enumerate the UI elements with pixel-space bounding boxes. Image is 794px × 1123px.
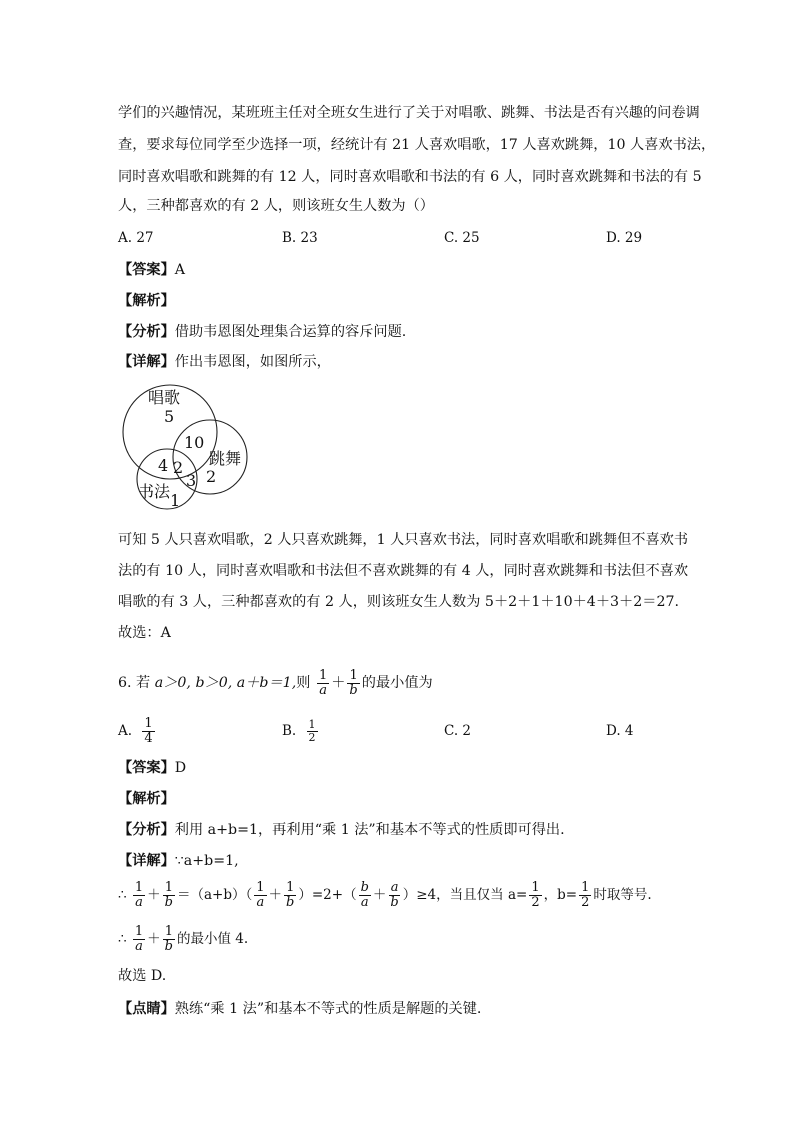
venn-label-dance: 跳舞	[209, 449, 242, 468]
xiangjie-text: ∵a+b=1,	[174, 853, 239, 869]
q5-conclusion: 故选：A	[118, 625, 171, 641]
q5-option-d: D. 29	[606, 230, 643, 246]
answer-value: D	[174, 760, 187, 776]
q5-line-1: 学们的兴趣情况，某班班主任对全班女生进行了关于对唱歌、跳舞、书法是否有兴趣的问卷调	[118, 105, 700, 121]
q5-answer	[118, 260, 185, 280]
venn-region-sing-dance: 10	[184, 433, 205, 452]
q6-analysis-heading	[118, 789, 175, 809]
venn-region-sing-only: 5	[164, 407, 175, 426]
answer-label: 【答案】	[118, 262, 175, 278]
answer-label: 【答案】	[118, 760, 175, 776]
q5-explain-2: 法的有 10 人，同时喜欢唱歌和书法但不喜欢跳舞的有 4 人，同时喜欢跳舞和书法但不喜欢	[118, 563, 689, 579]
dianjing-label: 【点睛】	[118, 1001, 175, 1017]
q5-explain-3: 唱歌的有 3 人，三种都喜欢的有 2 人，则该班女生人数为 5＋2＋1＋10＋4＋3＋2＝27.	[118, 594, 680, 610]
q5-analysis-heading	[118, 291, 175, 311]
answer-value: A	[174, 262, 186, 278]
q5-explain-1: 可知 5 人只喜欢唱歌，2 人只喜欢跳舞，1 人只喜欢书法，同时喜欢唱歌和跳舞但不喜欢书	[118, 532, 689, 548]
fenxi-text: 利用 a+b=1，再利用“乘 1 法”和基本不等式的性质即可得出.	[174, 822, 565, 838]
q6-option-b: B. $\frac{1}{2}$	[282, 718, 316, 744]
venn-region-dance-only: 2	[206, 467, 217, 486]
venn-region-all: 2	[173, 458, 184, 477]
q5-option-b: B. 23	[282, 230, 318, 246]
q6-fenxi	[118, 820, 565, 840]
q5-fenxi	[118, 322, 406, 342]
xiangjie-label: 【详解】	[118, 853, 175, 869]
analysis-label: 【解析】	[118, 791, 175, 807]
q5-xiangjie	[118, 352, 331, 372]
analysis-label: 【解析】	[118, 293, 175, 309]
q6-option-c: C. 2	[444, 723, 472, 739]
venn-region-sing-calli: 4	[158, 456, 169, 475]
venn-region-calli-only: 1	[170, 491, 181, 510]
fenxi-label: 【分析】	[118, 324, 175, 340]
venn-label-calligraphy: 书法	[138, 482, 171, 501]
q6-answer	[118, 758, 186, 778]
q5-option-c: C. 25	[444, 230, 480, 246]
q6-stem: 6. 若 a＞0, b＞0, a＋b＝1,则 $\frac{1}{a}$ ＋ $\frac{1}{b}$ 的最小值为	[118, 667, 433, 698]
q6-condition: a＞0, b＞0, a＋b＝1,	[154, 675, 297, 691]
q6-prefix: 6. 若	[118, 675, 155, 691]
fenxi-text: 借助韦恩图处理集合运算的容斥问题.	[174, 324, 407, 340]
q5-line-3: 同时喜欢唱歌和跳舞的有 12 人，同时喜欢唱歌和书法的有 6 人，同时喜欢跳舞和书法的有 5	[118, 169, 702, 185]
q5-line-2: 查，要求每位同学至少选择一项，经统计有 21 人喜欢唱歌，17 人喜欢跳舞，10 人喜欢书法，	[118, 137, 716, 153]
q6-xiangjie	[118, 851, 239, 871]
q5-option-a: A. 27	[118, 230, 154, 246]
q6-dianjing	[118, 999, 481, 1019]
q6-frac-1-over-b: $\frac{1}{b}$	[349, 667, 358, 698]
q6-step-2: ∴ $\frac{1}{a}$ ＋ $\frac{1}{b}$ 的最小值 4.	[118, 924, 249, 954]
q6-suffix: 的最小值为	[361, 675, 433, 691]
venn-region-dance-calli: 3	[186, 471, 197, 490]
q6-then: 则	[296, 675, 311, 691]
q6-conclusion: 故选 D.	[118, 968, 167, 984]
xiangjie-text: 作出韦恩图，如图所示，	[174, 354, 331, 370]
fenxi-label: 【分析】	[118, 822, 175, 838]
q6-step-1: ∴ $\frac{1}{a}$ ＋ $\frac{1}{b}$ ＝（a+b）（ $\frac{1}{a}$ ＋ $\frac{1}{b}$ ）=2+（ $\frac{b}{a}$ ＋ $\frac{a}{b}$ ）≥4，当且仅当 a= $\frac{1}{2}$ ，b= $\frac{1}{2}$ 时取等号.	[118, 880, 652, 910]
xiangjie-label: 【详解】	[118, 354, 175, 370]
dianjing-text: 熟练“乘 1 法”和基本不等式的性质是解题的关键.	[174, 1001, 482, 1017]
q6-frac-1-over-a: $\frac{1}{a}$	[318, 667, 328, 698]
venn-diagram	[118, 380, 258, 512]
q5-line-4: 人，三种都喜欢的有 2 人，则该班女生人数为（）	[118, 198, 434, 214]
q6-option-a: A. $\frac{1}{4}$	[118, 716, 153, 746]
q6-option-d: D. 4	[606, 723, 634, 739]
venn-label-sing: 唱歌	[148, 388, 181, 407]
